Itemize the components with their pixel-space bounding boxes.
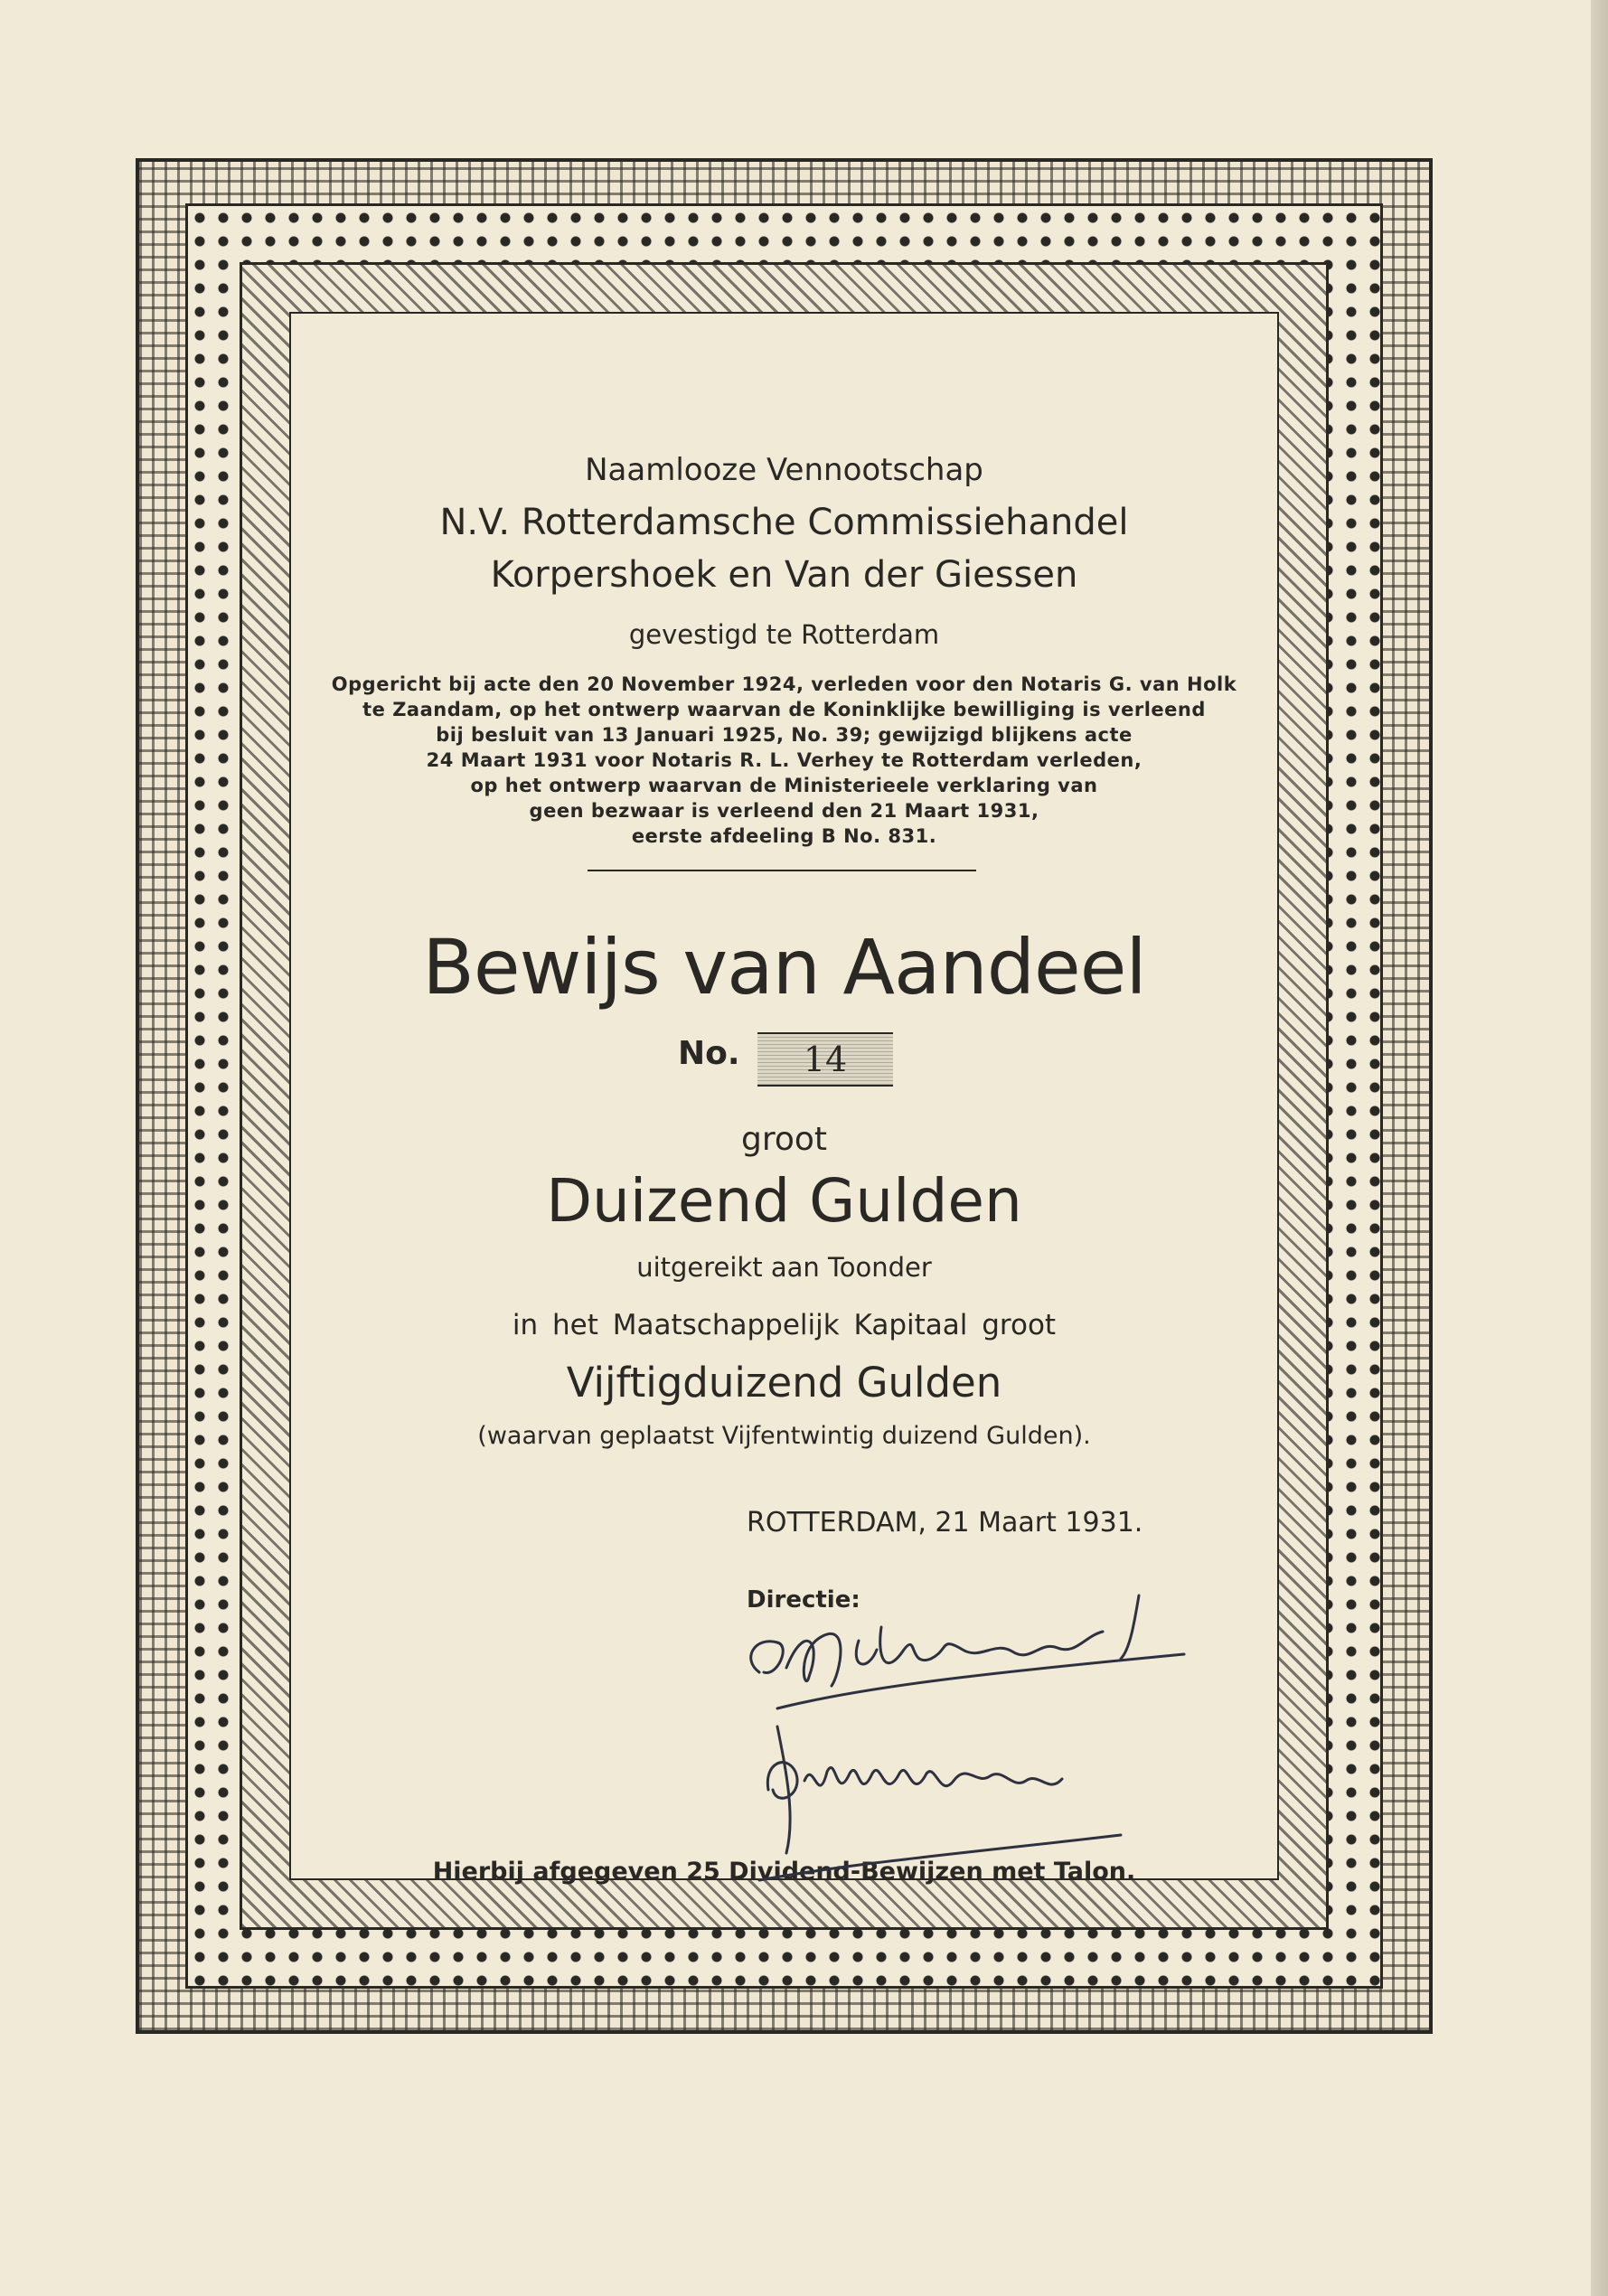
legal-text-5: op het ontwerp waarvan de Ministerieele verklaring van (470, 775, 1098, 796)
company-name-line2: Korpershoek en Van der Giessen (490, 554, 1078, 596)
legal-text-2: te Zaandam, op het ontwerp waarvan de Koninklijke bewilliging is verleend (362, 699, 1206, 720)
capital-amount: Vijftigduizend Gulden (566, 1359, 1002, 1407)
place-date: ROTTERDAM, 21 Maart 1931. (747, 1507, 1143, 1539)
company-name-line1: N.V. Rotterdamsche Commissiehandel (439, 502, 1129, 543)
placed-capital-note: (waarvan geplaatst Vijfentwintig duizend Gulden). (477, 1422, 1091, 1450)
paper-edge (1591, 0, 1608, 2296)
share-amount: Duizend Gulden (546, 1166, 1022, 1236)
legal-text-1: Opgericht bij acte den 20 November 1924, verleden voor den Notaris G. van Holk (331, 673, 1237, 695)
issued-to: uitgereikt aan Toonder (636, 1252, 932, 1283)
signature-director-1 (723, 1586, 1193, 1722)
company-seat: gevestigd te Rotterdam (628, 619, 940, 650)
legal-text-6: geen bezwaar is verleend den 21 Maart 1931, (529, 800, 1039, 822)
divider-rule (588, 870, 976, 871)
capital-intro: in het Maatschappelijk Kapitaal groot (512, 1309, 1057, 1341)
company-type: Naamlooze Vennootschap (585, 452, 983, 488)
dividend-note: Hierbij afgegeven 25 Dividend-Bewijzen met Talon. (432, 1858, 1136, 1886)
number-value: 14 (757, 1032, 893, 1087)
signature-director-2 (750, 1717, 1130, 1889)
legal-text-7: eerste afdeeling B No. 831. (631, 825, 937, 847)
board-label: Directie: (747, 1586, 860, 1614)
certificate-title: Bewijs van Aandeel (422, 923, 1146, 1012)
legal-text-4: 24 Maart 1931 voor Notaris R. L. Verhey te Rotterdam verleden, (426, 749, 1143, 771)
groot-label: groot (740, 1121, 828, 1158)
certificate-number-row (298, 1032, 1270, 1087)
number-label: No. (678, 1035, 740, 1072)
legal-text-3: bij besluit van 13 Januari 1925, No. 39; gewijzigd blijkens acte (436, 724, 1133, 746)
